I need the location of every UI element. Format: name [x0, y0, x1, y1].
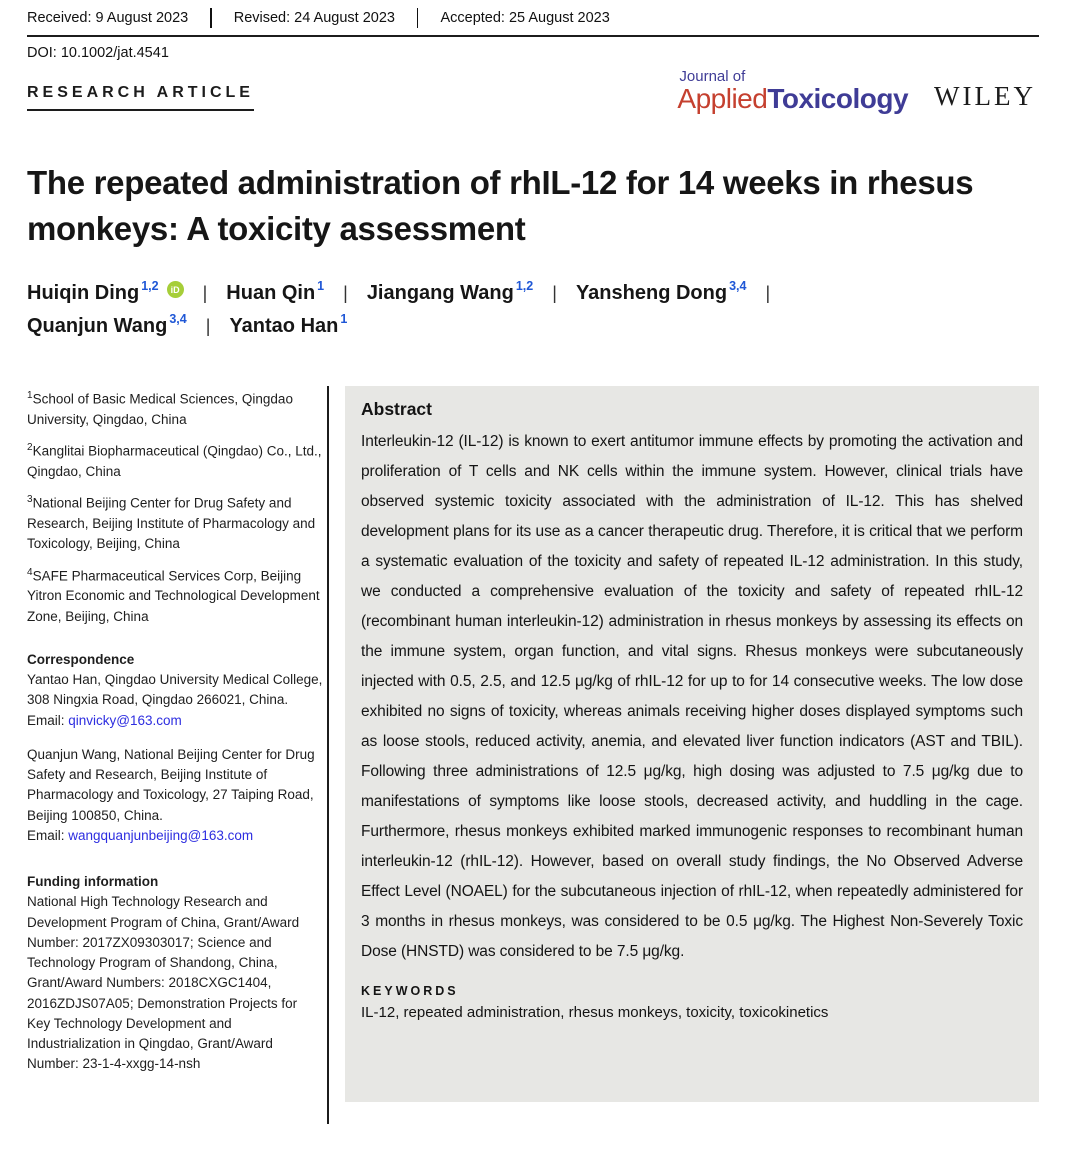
keywords-text: IL-12, repeated administration, rhesus monkeys, toxicity, toxicokinetics — [361, 1004, 829, 1022]
journal-logo-line1: Journal of — [679, 68, 746, 85]
orcid-icon[interactable] — [167, 281, 184, 298]
author-affiliation-sup: 1 — [317, 278, 325, 293]
author-separator: | — [765, 283, 771, 304]
correspondence-text: Quanjun Wang, National Beijing Center for Drug Safety and Research, Beijing Institute of Pharmacology and Toxicology, 27 Taiping Road, Beijing 100850, China. — [27, 746, 315, 823]
dates-separator-line — [417, 8, 419, 28]
journal-name-toxicology: Toxicology — [767, 83, 909, 114]
author-name: Huiqin Ding — [27, 282, 140, 305]
author-row-1 — [27, 278, 1036, 305]
accepted-date: Accepted: 25 August 2023 — [440, 10, 610, 26]
sidebar-metadata — [27, 386, 323, 1124]
correspondence-entry — [27, 670, 323, 731]
correspondence-entry — [27, 745, 323, 846]
keywords-heading: KEYWORDS — [361, 984, 459, 999]
funding-text: National High Technology Research and Development Program of China, Grant/Award Number: 2017ZX09303017; Science and Technology Program of Shandong, China, Grant/Award Numbers: 2018CXGC1404, 2016ZDJS07A05; Demonstration Projects for Key Technology Development and Industrialization in Qingdao, Grant/Award Number: 23-1-4-xxgg-14-nsh — [27, 894, 300, 1072]
abstract-text: Interleukin-12 (IL-12) is known to exert antitumor immune effects by promoting the activation and proliferation of T cells and NK cells within the immune system. However, clinical trials have observed systemic toxicity associated with the administration of IL-12. This has shelved development plans for its use as a cancer therapeutic drug. Therefore, it is critical that we perform a systematic evaluation of the toxicity and safety of repeated IL-12 administration. In this study, we conducted a comprehensive evaluation of the toxicity and safety of repeated rhIL-12 (recombinant human interleukin-12) administration in rhesus monkeys by assessing its effects on the immune system, organ function, and vital signs. Rhesus monkeys were subcutaneously injected with 0.5, 2.5, and 12.5 μg/kg of rhIL-12 for up to for 14 consecutive weeks. The low dose exhibited no signs of toxicity, whereas animals receiving higher doses displayed symptoms such as loose stools, reduced activity, anemia, and elevated liver function indicators (AST and TBIL). Following three administrations of 12.5 μg/kg, high dosing was adjusted to 7.5 μg/kg due to manifestations of symptoms like loose stools, decreased activity, and huddling in the cage. Furthermore, rhesus monkeys exhibited marked immunogenic responses to recombinant human interleukin-12 (rhIL-12). However, based on overall study findings, the No Observed Adverse Effect Level (NOAEL) for the subcutaneous injection of rhIL-12, when repeatedly administered for 3 months in rhesus monkeys, was considered to be 0.5 μg/kg. The Highest Non-Severely Toxic Dose (HNSTD) was considered to be 7.5 μg/kg. — [361, 433, 1023, 961]
revised-date: Revised: 24 August 2023 — [233, 10, 395, 26]
article-type-label: RESEARCH ARTICLE — [27, 84, 254, 111]
affiliation-item — [27, 440, 323, 482]
abstract-panel — [345, 386, 1039, 1102]
wiley-logo: WILEY — [934, 81, 1036, 111]
correspondence-text: Yantao Han, Qingdao University Medical College, 308 Ningxia Road, Qingdao 266021, China. — [27, 672, 323, 708]
dates-separator-line — [210, 8, 212, 28]
email-link[interactable]: wangquanjunbeijing@163.com — [68, 827, 254, 843]
author-list — [27, 278, 1036, 338]
author-separator: | — [205, 316, 211, 337]
abstract-heading: Abstract — [361, 399, 432, 420]
affiliation-text: National Beijing Center for Drug Safety and Research, Beijing Institute of Pharmacology and Toxicology, Beijing, China — [27, 495, 316, 552]
affiliation-text: Kanglitai Biopharmaceutical (Qingdao) Co., Ltd., Qingdao, China — [27, 443, 322, 480]
author-separator: | — [552, 283, 557, 304]
affiliation-item — [27, 492, 323, 554]
article-title: The repeated administration of rhIL-12 for 14 weeks in rhesus monkeys: A toxicity assessment — [27, 164, 974, 248]
received-date: Received: 9 August 2023 — [27, 10, 189, 26]
correspondence-heading: Correspondence — [27, 651, 135, 667]
author-affiliation-sup: 3,4 — [729, 278, 747, 293]
column-divider — [327, 386, 329, 1124]
author-affiliation-sup: 1,2 — [515, 278, 534, 293]
correspondence-section — [27, 650, 323, 846]
author-affiliation-sup: 1,2 — [141, 278, 159, 293]
history-dates — [27, 6, 1036, 28]
author-separator: | — [202, 283, 208, 304]
email-label: Email: — [27, 712, 69, 728]
affiliation-item — [27, 388, 323, 430]
orcid-icon-label: iD — [170, 284, 180, 295]
header-rule — [27, 35, 1039, 37]
journal-logo — [677, 69, 908, 113]
brand-row — [27, 69, 1036, 113]
affiliation-text: School of Basic Medical Sciences, Qingdao University, Qingdao, China — [27, 391, 293, 428]
author-name: Jiangang Wang — [366, 282, 514, 305]
author-name: Quanjun Wang — [27, 315, 168, 338]
journal-logo-line2 — [677, 85, 908, 113]
doi-text: DOI: 10.1002/jat.4541 — [27, 45, 169, 61]
author-separator: | — [343, 283, 348, 304]
affiliation-number: 4 — [27, 566, 33, 578]
author-affiliation-sup: 3,4 — [169, 311, 187, 326]
affiliation-number: 1 — [27, 390, 33, 402]
journal-name-applied: Applied — [677, 83, 768, 114]
email-label: Email: — [27, 827, 69, 843]
author-name: Huan Qin — [226, 282, 316, 305]
keywords-section — [361, 984, 1023, 1021]
affiliation-item — [27, 565, 323, 627]
author-row-2 — [27, 311, 1036, 338]
affiliation-number: 3 — [27, 494, 33, 506]
funding-section — [27, 872, 323, 1075]
email-link[interactable]: qinvicky@163.com — [68, 712, 182, 728]
author-affiliation-sup: 1 — [340, 311, 348, 326]
author-name: Yantao Han — [229, 315, 339, 338]
author-name: Yansheng Dong — [575, 282, 728, 305]
affiliation-number: 2 — [27, 442, 33, 454]
affiliation-text: SAFE Pharmaceutical Services Corp, Beijing Yitron Economic and Technological Development Zone, Beijing, China — [27, 568, 320, 624]
publisher-logos — [677, 69, 1036, 113]
body-columns — [27, 386, 1036, 1124]
funding-heading: Funding information — [27, 874, 159, 890]
